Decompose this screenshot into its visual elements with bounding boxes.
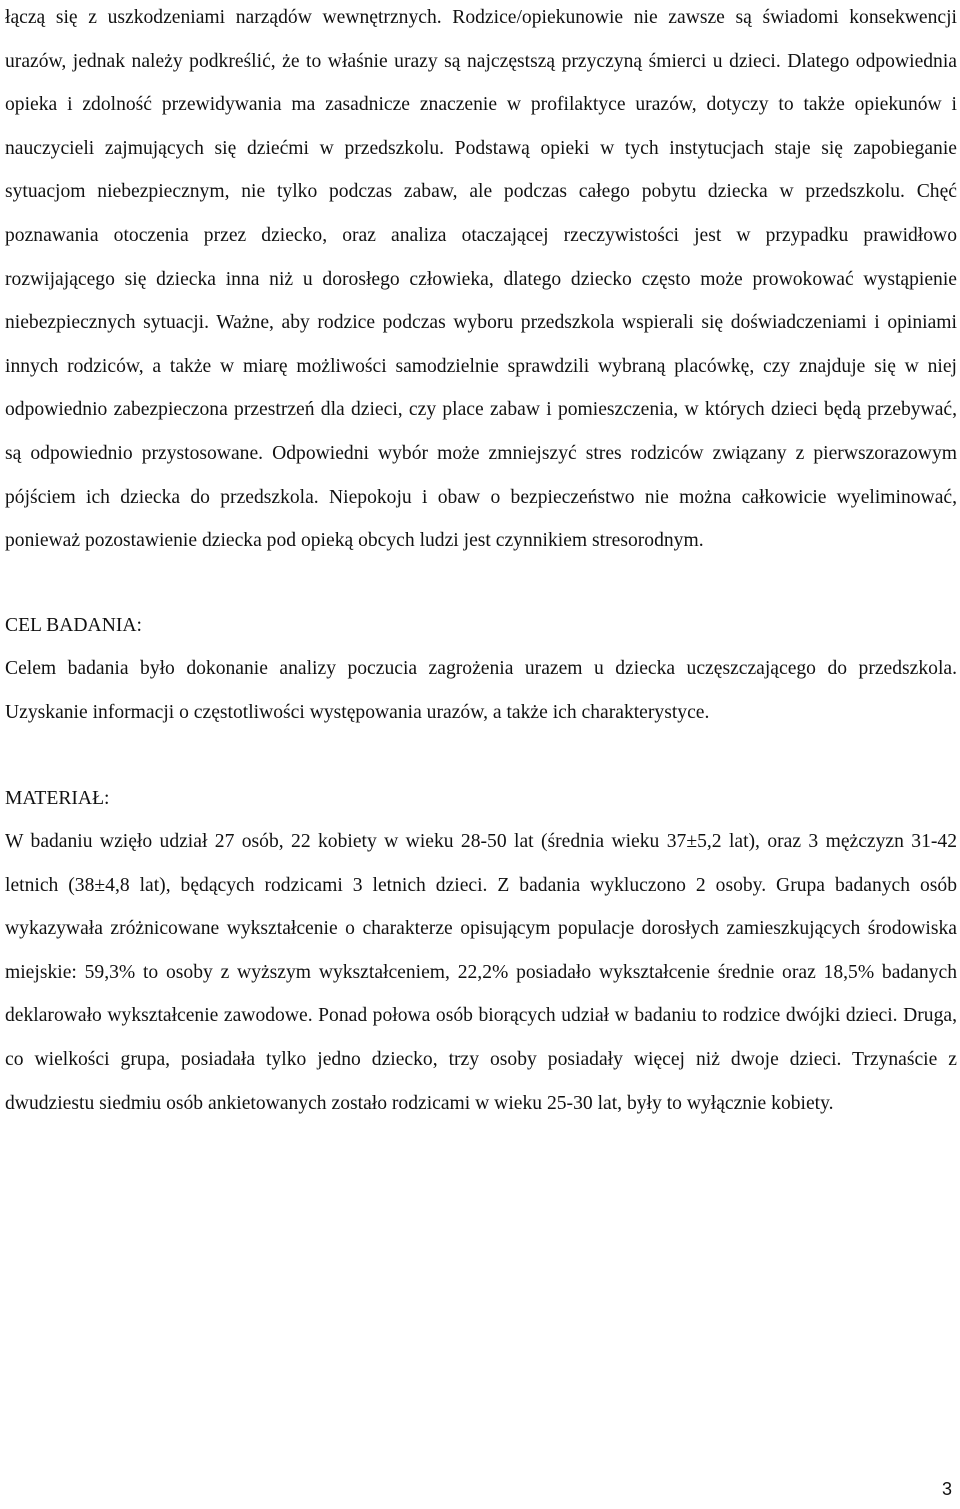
page-number: 3 [941, 1479, 952, 1499]
section-body-goal: Celem badania było dokonanie analizy poczucia zagrożenia urazem u dziecka uczęszczającego do przedszkola. Uzyskanie informacji o częstotliwości występowania urazów, a także ich charakterystyce. [5, 658, 957, 723]
section-body-material: W badaniu wzięło udział 27 osób, 22 kobiety w wieku 28-50 lat (średnia wieku 37±5,2 lat), oraz 3 mężczyzn 31-42 letnich (38±4,8 lat), będących rodzicami 3 letnich dzieci. Z badania wykluczono 2 osoby. Grupa badanych osób wykazywała zróżnicowane wykształcenie o charakterze opisującym populacje dorosłych zamieszkujących środowiska miejskie: 59,3% to osoby z wyższym wykształceniem, 22,2% posiadało wykształcenie średnie oraz 18,5% badanych deklarowało wykształcenie zawodowe. Ponad połowa osób biorących udział w badaniu to rodzice dwójki dzieci. Druga, co wielkości grupa, posiadała tylko jedno dziecko, trzy osoby posiadały więcej niż dwoje dzieci. Trzynaście z dwudziestu siedmiu osób ankietowanych zostało rodzicami w wieku 25-30 lat, były to wyłącznie kobiety. [5, 831, 957, 1114]
section-heading-goal: CEL BADANIA: [5, 614, 142, 636]
section-spacer [5, 735, 957, 777]
document-page [5, 0, 957, 1125]
intro-paragraph: łączą się z uszkodzeniami narządów wewnętrznych. Rodzice/opiekunowie nie zawsze są świadomi konsekwencji urazów, jednak należy podkreślić, że to właśnie urazy są najczęstszą przyczyną śmierci u dzieci. Dlatego odpowiednia opieka i zdolność przewidywania ma zasadnicze znaczenie w profilaktyce urazów, dotyczy to także opiekunów i nauczycieli zajmujących się dziećmi w przedszkolu. Podstawą opieki w tych instytucjach staje się zapobieganie sytuacjom niebezpiecznym, nie tylko podczas zabaw, ale podczas całego pobytu dziecka w przedszkolu. Chęć poznawania otoczenia przez dziecko, oraz analiza otaczającej rzeczywistości jest w przypadku prawidłowo rozwijającego się dziecka inna niż u dorosłego człowieka, dlatego dziecko często może prowokować wystąpienie niebezpiecznych sytuacji. Ważne, aby rodzice podczas wyboru przedszkola wspierali się doświadczeniami i opiniami innych rodziców, a także w miarę możliwości samodzielnie sprawdzili wybraną placówkę, czy znajduje się w niej odpowiednio zabezpieczona przestrzeń dla dzieci, czy place zabaw i pomieszczenia, w których dzieci będą przebywać, są odpowiednio przystosowane. Odpowiedni wybór może zmniejszyć stres rodziców związany z pierwszorazowym pójściem ich dziecka do przedszkola. Niepokoju i obaw o bezpieczeństwo nie można całkowicie wyeliminować, ponieważ pozostawienie dziecka pod opieką obcych ludzi jest czynnikiem stresorodnym. [5, 7, 957, 552]
section-heading-material: MATERIAŁ: [5, 787, 110, 809]
section-spacer [5, 563, 957, 604]
